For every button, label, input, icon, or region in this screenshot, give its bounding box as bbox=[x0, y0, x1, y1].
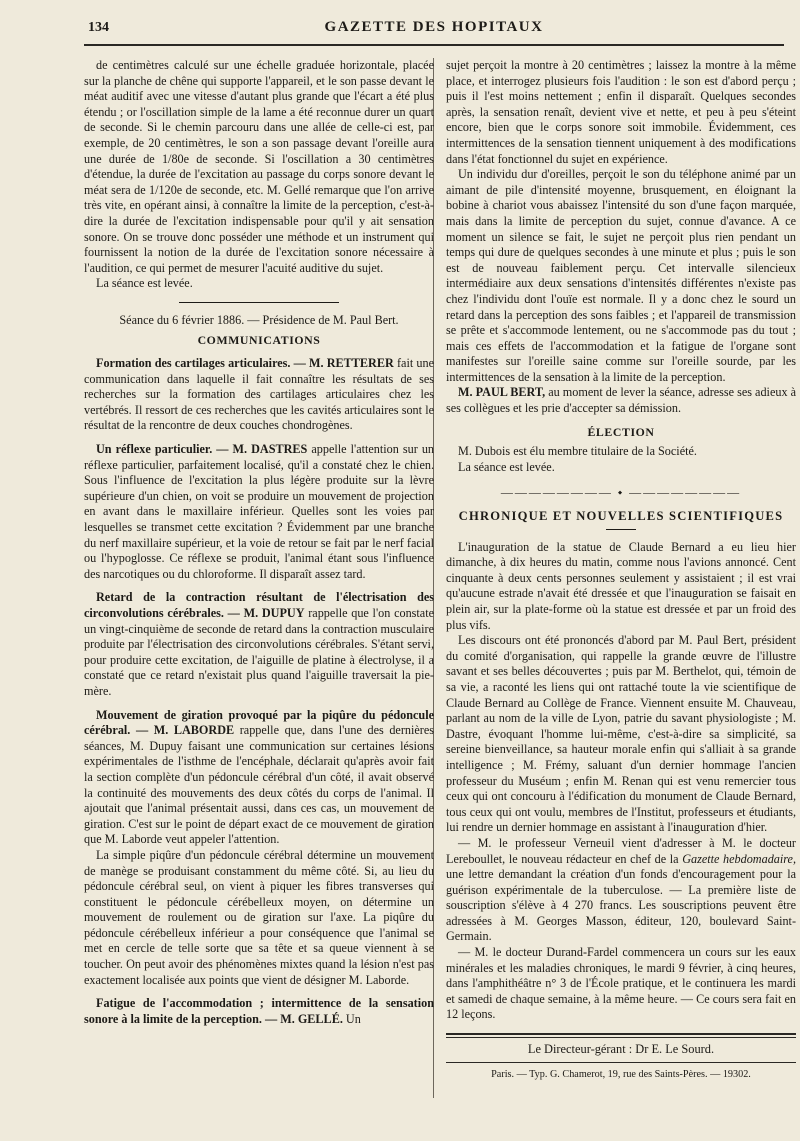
right-column bbox=[446, 58, 796, 1082]
article-body: rappelle que, dans l'une des dernières séances, M. Dupuy faisant une communication sur certaines lésions expérimentales de l'isthme de l'encéphale, déclarait qu'après avoir fait la section complète d'un pédoncule cérébral d'un côté, il avait observé la continuité des mouvements des deux côtés du corps de l'animal. Il ajoutait que l'animal présentait aussi, dans ces cas, un mouvement de giration. C'est sur le point de départ exact de ce mouvement de giration que M. Laborde veut appeler l'attention. bbox=[84, 723, 434, 847]
article-title: Mouvement de giration provoqué par la piqûre du pédoncule cérébral. — M. LABORDE bbox=[84, 707, 434, 738]
paragraph-body: une lettre demandant la création d'un fonds d'encouragement pour la guérison expérimentale de la tuberculose. — La première liste de souscription s'élève à 4 270 francs. Les souscriptions peuvent être adressées à M. Georges Masson, éditeur, 120, boulevard Saint-Germain. bbox=[446, 867, 796, 944]
left-column bbox=[84, 58, 434, 1027]
journal-title: Gazette hebdomadaire, bbox=[682, 851, 797, 866]
article-body: fait une communication dans laquelle il fait connaître les résultats de ses recherches sur la formation des cartilages articulaires chez les vertébrés. Il ressort de ces recherches que les cavités articulaires sont le résultat de la rencontre de deux couches chondrogènes. bbox=[84, 356, 435, 433]
paragraph: Les discours ont été prononcés d'abord par M. Paul Bert, président du comité d'organisation, qui rappelle la grande œuvre de l'illustre savant et ses belles découvertes ; puis par M. Berthelot, qui, témoin de sa vie, a raconté les liens qui ont rattaché toute la vie scientifique de Claude Bernard au Collège de France. Viennent ensuite M. Chauveau, parlant au nom de la ville de Lyon, patrie du savant physiologiste ; M. Dastre, évoquant l'homme lui-même, c'est-à-dire sa simplicité, sa sereine bienveillance, sa hauteur morale enfin qui s'alliait à sa grande intelligence ; M. Frémy, saluant d'un dernier hommage l'ancien professeur du Muséum ; enfin M. Renan qui est venu remercier tous ceux qui ont concouru à l'édification du monument de Claude Bernard, tous ceux qui ont voulu, membres de l'Institut, professeurs et étudiants, lui rendre un dernier hommage en assistant à l'inauguration d'hier. bbox=[446, 633, 796, 835]
paragraph: L'inauguration de la statue de Claude Bernard a eu lieu hier dimanche, à dix heures du matin, comme nous l'avions annoncé. Cent cinquante à deux cents personnes seulement y assistaient ; il est vrai qu'aucune estrade n'avait été dressée et que l'inauguration se faisait en plein air, sur la plate-forme où la statue est dressée et par un froid des plus vifs. bbox=[446, 539, 796, 632]
paragraph-body: au moment de lever la séance, adresse ses adieux à ses collègues et les prie d'accepter sa démission. bbox=[446, 385, 797, 416]
footer-rule-thin bbox=[446, 1037, 796, 1038]
section-heading-election: ÉLECTION bbox=[587, 424, 655, 439]
page-header bbox=[84, 18, 784, 46]
footer-rule bbox=[446, 1033, 796, 1035]
paragraph: M. Dubois est élu membre titulaire de la Société. bbox=[458, 444, 697, 459]
article-title: Fatigue de l'accommodation ; intermittence de la sensation sonore à la limite de la perception. — M. GELLÉ. bbox=[84, 996, 434, 1026]
article-fatigue-accommodation bbox=[84, 996, 434, 1027]
article-title: Formation des cartilages articulaires. — M. RETTERER bbox=[96, 356, 394, 371]
heading-rule bbox=[606, 529, 636, 530]
article-body: appelle l'attention sur un réflexe particulier, parfaitement localisé, qu'il a constaté chez le chien. Sous l'influence de l'excitation la plus légère produite sur la lèvre supérieure d'un chien, on voit se produire un mouvement de projection en avant dans le maxillaire inférieur. Quelles sont les voies par lesquelles se transmet cette excitation ? Évidemment par une branche du nerf maxillaire supérieur, et la voie de retour se fait par le nerf facial ou l'hypoglosse. Ce réflexe se produit, l'animal étant sous l'influence des narcotiques ou du chloroforme. Il disparaît assez tard. bbox=[84, 442, 435, 581]
paragraph: Un individu dur d'oreilles, perçoit le son du téléphone animé par un aimant de pile d'intensité moyenne, brusquement, en éloignant la bobine à chariot vous abaissez l'intensité du son d'une façon marquée, mais dans la limite de perception du sujet, connue d'avance. A ce moment un silence se fait, le sujet ne perçoit plus rien pendant un temps qui dure de quelques secondes à une minute et plus ; puis le son est de nouveau faiblement perçu. Cet intervalle silencieux intermédiaire aux deux sensations d'intensités différentes n'existe pas chez l'individu dont l'ouïe est normale. Il y a donc chez le sourd un retard dans la perception des sons faibles ; et l'appareil de transmission se prête et s'accommode lentement, ou ne s'accommode pas du tout ; mais ces effets de l'accommodation et la fatigue de l'organe sont manifestes sur l'oreille saine comme sur l'oreille sourde, par les intermittences de la sensation à la limite de la perception. bbox=[446, 167, 796, 384]
speaker-name: M. PAUL BERT, bbox=[458, 385, 546, 400]
session-title: Séance du 6 février 1886. — Présidence de M. Paul Bert. bbox=[119, 312, 399, 327]
footer-rule-thin bbox=[446, 1062, 796, 1063]
session-closed: La séance est levée. bbox=[458, 459, 555, 474]
article-formation-cartilages bbox=[84, 356, 434, 434]
ornament-divider: ———————— ⬩ ———————— bbox=[500, 485, 742, 500]
article-body: Un bbox=[345, 1011, 361, 1026]
director-signature-line: Le Directeur-gérant : Dr E. Le Sourd. bbox=[527, 1042, 715, 1057]
separator-rule bbox=[179, 302, 339, 303]
paragraph: de centimètres calculé sur une échelle graduée horizontale, placée sur la planche de chêne qui supporte l'appareil, et le son passe devant le méat auditif avec une vitesse d'autant plus grande que l'écart a été plus étendu ; or l'oscillation simple de la lame a été reconnue durer un quart de seconde. Si le chemin parcouru dans une allée de celle-ci est, par exemple, de 20 centimètres, le son a son passage devant l'oreille aura une durée de 1/80e de seconde. Si l'oscillation a 30 centimètres d'étendue, la durée de l'excitation au passage du corps sonore devant le méat sera de 1/120e de seconde, etc. M. Gellé remarque que l'on arrive très vite, en opérant ainsi, à connaître la limite de la perception, c'est-à-dire la durée de l'excitation indispensable pour qu'il y ait sensation sonore. On se trouve donc posséder une méthode et un instrument qui fournissent la notion de la durée de l'excitation sonore nécessaire à l'audition, ce qui permet de mesurer l'acuité auditive du sujet. bbox=[84, 58, 434, 275]
paragraph-body: — M. le professeur Verneuil vient d'adresser à M. le docteur Lereboullet, le nouveau rédacteur en chef de la bbox=[446, 835, 796, 866]
page-number: 134 bbox=[88, 20, 109, 35]
article-mouvement-giration bbox=[84, 708, 434, 848]
chronique-heading: CHRONIQUE ET NOUVELLES SCIENTIFIQUES bbox=[458, 509, 784, 524]
paragraph bbox=[446, 836, 796, 945]
paragraph: — M. le docteur Durand-Fardel commencera un cours sur les eaux minérales et les maladies chroniques, le mardi 9 février, à cinq heures, dans l'amphithéâtre n° 3 de l'École pratique, et le continuera les mardi et samedi de chaque semaine, à la même heure. — Ce cours sera fait en 12 leçons. bbox=[446, 945, 796, 1022]
article-reflexe-particulier bbox=[84, 442, 434, 582]
article-title: Retard de la contraction résultant de l'électrisation des circonvolutions cérébrales. — M. DUPUY bbox=[84, 590, 434, 620]
printer-imprint: Paris. — Typ. G. Chamerot, 19, rue des Saints-Pères. — 19302. bbox=[491, 1068, 751, 1080]
paragraph bbox=[446, 385, 796, 416]
session-closed: La séance est levée. bbox=[96, 276, 193, 291]
article-body: rappelle que l'on constate un vingt-cinquième de seconde de retard dans la contraction musculaire produite par l'électrisation des circonvolutions cérébrales. S'étant servi, pour produire cette excitation, de l'aiguille de platine à électrolyse, il a constaté que ce retard n'existait plus quand l'aiguille traversait la pie-mère. bbox=[84, 606, 434, 698]
paragraph: La simple piqûre d'un pédoncule cérébral détermine un mouvement de manège se produisant constamment du même côté. Si, au lieu du pédoncule cérébral seul, on vient à piquer les fibres transverses qui constituent le pédoncule cérébelleux moyen, on détermine un mouvement de roulement ou de giration sur l'axe. La piqûre du pédoncule cérébelleux inférieur a pour conséquence que l'animal se met en cercle de telle sorte que sa tête et sa queue viennent à se toucher. On peut avoir des phénomènes mixtes quand la lésion n'est pas exactement localisée aux points que vient de désigner M. Laborde. bbox=[84, 847, 434, 987]
article-retard-contraction bbox=[84, 590, 434, 699]
article-title: Un réflexe particulier. — M. DASTRES bbox=[96, 442, 308, 457]
section-heading: COMMUNICATIONS bbox=[197, 332, 321, 347]
paragraph: sujet perçoit la montre à 20 centimètres ; laissez la montre à la même place, et interrogez plusieurs fois l'audition : le son est d'abord perçu ; puis il l'est moins nettement ; enfin il disparaît. Quelques secondes après, la sensation renaît, devient vive et nette, et peu à peu s'éteint encore, bien que le corps sonore soit immobile. Évidemment, ces intermittences de la sensation tiennent uniquement à des modifications dans l'état fonctionnel du sujet en expérience. bbox=[446, 58, 796, 166]
running-title: GAZETTE DES HOPITAUX bbox=[324, 19, 544, 35]
